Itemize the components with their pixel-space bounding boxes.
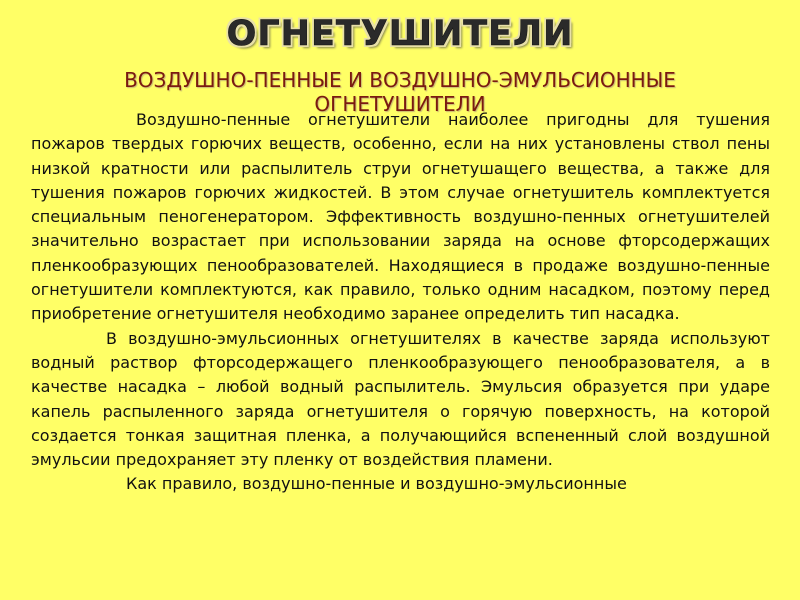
slide-body-text xyxy=(31,108,770,497)
paragraph-2: В воздушно-эмульсионных огнетушителях в качестве заряда используют водный раствор фторсодержащего пленкообразующего пенообразователя, а в качестве насадка – любой водный распылитель. Эмульсия образуется при ударе капель распыленного заряда огнетушителя о горячую поверхность, на которой создается тонкая защитная пленка, а получающийся вспененный слой воздушной эмульсии предохраняет эту пленку от воздействия пламени. xyxy=(31,328,770,470)
paragraph-3: Как правило, воздушно-пенные и воздушно-эмульсионные xyxy=(126,474,627,494)
paragraph-1: Воздушно-пенные огнетушители наиболее пригодны для тушения пожаров твердых горючих веществ, особенно, если на них установлены ствол пены низкой кратности или распылитель струи огнетушащего вещества, а также для тушения пожаров горючих жидкостей. В этом случае огнетушитель комплектуется специальным пеногенератором. Эффективность воздушно-пенных огнетушителей значительно возрастает при использовании заряда на основе фторсодержащих пленкообразующих пенообразователей. Находящиеся в продаже воздушно-пенные огнетушители комплектуются, как правило, только одним насадком, поэтому перед приобретение огнетушителя необходимо заранее определить тип насадка. xyxy=(31,110,770,324)
slide-title: ОГНЕТУШИТЕЛИ xyxy=(226,14,574,54)
slide-subtitle: ВОЗДУШНО-ПЕННЫЕ И ВОЗДУШНО-ЭМУЛЬСИОННЫЕ ОГНЕТУШИТЕЛИ xyxy=(124,68,676,116)
